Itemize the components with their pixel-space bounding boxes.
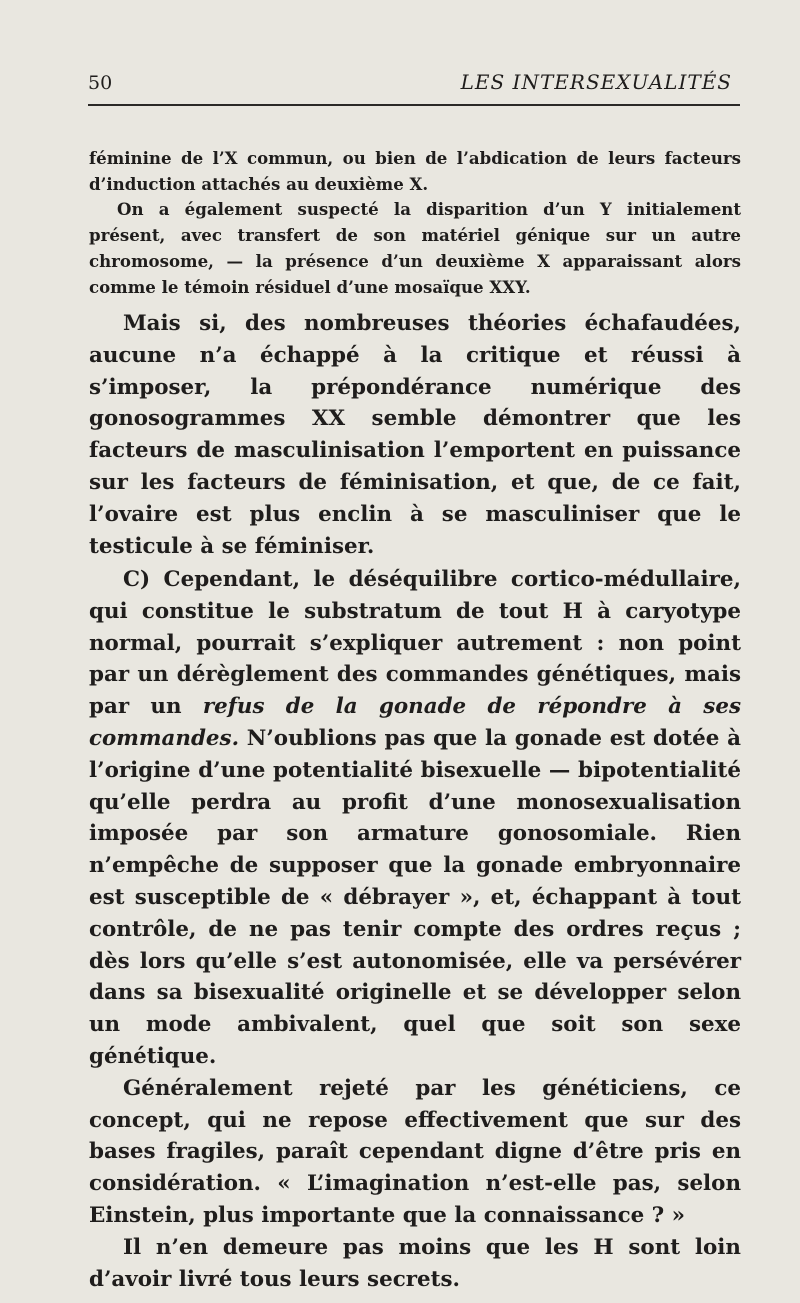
page-number: 50 [88,72,113,94]
header-rule [88,104,740,106]
small-text-block [89,146,741,300]
running-title: LES INTERSEXUALITÉS [460,70,732,94]
main-paragraph-2 [89,564,741,1073]
main-paragraph-2-italic: refus de la gonade de répondre à ses commandes. [89,694,741,751]
main-paragraph-3: Généralement rejeté par les généticiens, ce concept, qui ne repose effectivement que sur des bases fragiles, paraît cependant digne d’être pris en considération. « L’imagination n’est-elle pas, selon Einstein, plus importante que la connaissance ? » [89,1075,741,1228]
main-text-block-1 [89,308,741,562]
small-paragraph-2: On a également suspecté la disparition d’un Y initialement présent, avec transfert de son matériel génique sur un autre chromosome, — la présence d’un deuxième X apparaissant alors comme le témoin résiduel d’une mosaïque XXY. [89,199,741,297]
small-paragraph-1: féminine de l’X commun, ou bien de l’abdication de leurs facteurs d’induction attachés au deuxième X. [89,148,741,194]
main-paragraph-4: Il n’en demeure pas moins que les H sont loin d’avoir livré tous leurs secrets. [89,1234,741,1292]
main-paragraph-2-start: C) Cependant, le déséquilibre cortico-médullaire, qui constitue le substratum de tout H à caryotype normal, pourrait s’expliquer autrement : non point par un dérèglement des commandes génétiques, mais par un [89,567,741,720]
running-header [88,68,738,98]
main-paragraph-1: Mais si, des nombreuses théories échafaudées, aucune n’a échappé à la critique et réussi à s’imposer, la prépondérance numérique des gonosogrammes XX semble démontrer que les facteurs de masculinisation l’emportent en puissance sur les facteurs de féminisation, et que, de ce fait, l’ovaire est plus enclin à se masculiniser que le testicule à se féminiser. [89,311,741,559]
main-text-block-2 [89,564,741,1295]
main-paragraph-2-end: N’oublions pas que la gonade est dotée à l’origine d’une potentialité bisexuelle — bipotentialité qu’elle perdra au profit d’une monosexualisation imposée par son armature gonosomiale. Rien n’empêche de supposer que la gonade embryonnaire est susceptible de « débrayer », et, échappant à tout contrôle, de ne pas tenir compte des ordres reçus ; dès lors qu’elle s’est autonomisée, elle va persévérer dans sa bisexualité originelle et se développer selon un mode ambivalent, quel que soit son sexe génétique. [89,725,741,1069]
